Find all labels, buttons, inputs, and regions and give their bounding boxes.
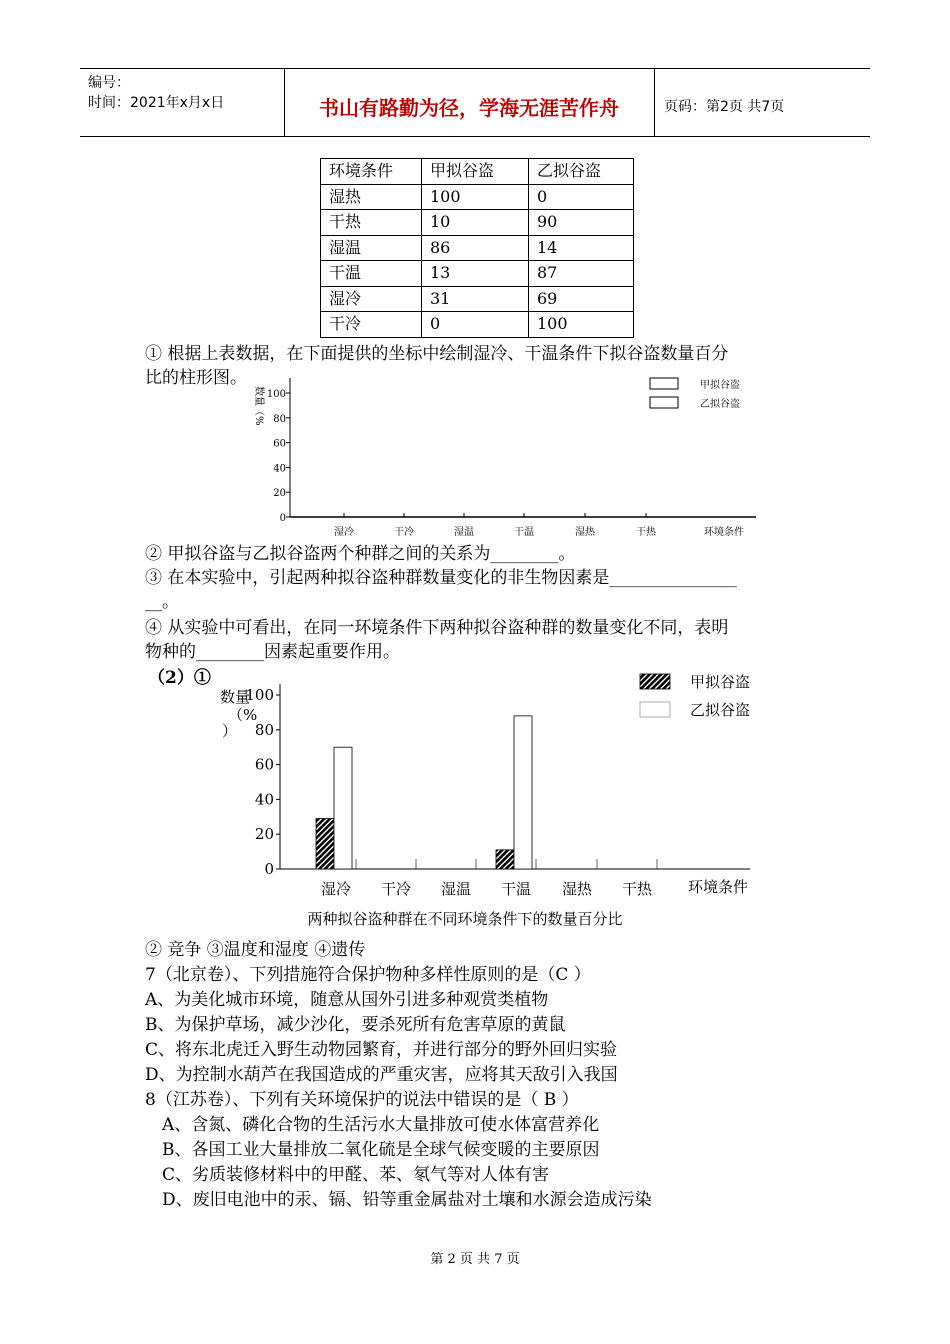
chart1-legend-label: 甲拟谷盗 <box>700 380 740 391</box>
chart1-xtick-label: 湿冷 <box>334 527 354 538</box>
chart1-ylabel: 数量（% <box>253 386 264 426</box>
chart1-xtick-label: 干温 <box>514 527 534 538</box>
environment-table <box>320 158 634 338</box>
chart2-ytick-label: 100 <box>245 686 274 704</box>
question-8-option-d: D、废旧电池中的汞、镉、铅等重金属盐对土壤和水源会造成污染 <box>162 1190 652 1210</box>
chart1-xtick-label: 湿温 <box>454 527 474 538</box>
question-4-line-1: ④ 从实验中可看出，在同一环境条件下两种拟谷盗种群的数量变化不同，表明 <box>145 618 729 638</box>
table-row <box>321 210 634 236</box>
chart1-ytick-label: 60 <box>273 438 286 450</box>
answer-bar-chart <box>200 664 780 936</box>
chart2-ylabel-part2: （% <box>228 706 258 724</box>
bar-jia <box>496 850 514 869</box>
chart2-legend-label: 甲拟谷盗 <box>690 673 751 691</box>
table-header-cell: 乙拟谷盗 <box>529 159 634 185</box>
table-cell: 湿冷 <box>321 286 422 312</box>
blank-bar-chart <box>240 372 770 544</box>
chart1-xlabel: 环境条件 <box>704 527 744 538</box>
table-cell: 干冷 <box>321 312 422 338</box>
table-row <box>321 235 634 261</box>
table-cell: 0 <box>422 312 529 338</box>
chart2-ytick-label: 80 <box>254 720 274 739</box>
chart2-ytick-label: 20 <box>254 825 274 844</box>
table-cell: 10 <box>422 210 529 236</box>
header-divider-right <box>654 68 655 136</box>
chart2-legend-swatch <box>640 674 670 689</box>
bar-jia <box>316 819 334 869</box>
header-page-label: 页码：第2页 共7页 <box>664 99 785 115</box>
chart2-ylabel-part3: ） <box>222 722 238 740</box>
question-3-line-1: ③ 在本实验中，引起两种拟谷盗种群数量变化的非生物因素是_______________ <box>145 568 737 588</box>
answer-label: （2）① <box>148 668 211 688</box>
chart2-ytick-label: 60 <box>254 755 274 774</box>
chart2-ylabel-part1: 数量 <box>220 688 251 706</box>
question-1-line-1: ① 根据上表数据，在下面提供的坐标中绘制湿冷、干温条件下拟谷盗数量百分 <box>145 344 729 364</box>
table-row <box>321 286 634 312</box>
question-8-stem: 8（江苏卷）、下列有关环境保护的说法中错误的是（ B ） <box>145 1090 579 1110</box>
table-cell: 干热 <box>321 210 422 236</box>
table-cell: 干温 <box>321 261 422 287</box>
question-8-option-b: B、各国工业大量排放二氧化硫是全球气候变暖的主要原因 <box>162 1140 600 1160</box>
question-7-option-b: B、为保护草场，减少沙化，要杀死所有危害草原的黄鼠 <box>145 1015 566 1035</box>
table-cell: 湿热 <box>321 184 422 210</box>
table-cell: 湿温 <box>321 235 422 261</box>
table-row <box>321 261 634 287</box>
chart1-xtick-label: 干冷 <box>394 527 414 538</box>
chart2-title: 两种拟谷盗种群在不同环境条件下的数量百分比 <box>307 910 623 928</box>
chart2-xtick-label: 湿冷 <box>320 880 352 898</box>
chart2-xtick-label: 干温 <box>500 880 532 898</box>
table-row <box>321 184 634 210</box>
chart2-ytick-label: 0 <box>264 860 274 878</box>
table-cell: 13 <box>422 261 529 287</box>
chart2-legend-label: 乙拟谷盗 <box>690 701 751 719</box>
chart2-xlabel: 环境条件 <box>687 878 749 896</box>
question-8-option-c: C、劣质装修材料中的甲醛、苯、氡气等对人体有害 <box>162 1165 550 1185</box>
bar-yi <box>334 747 352 869</box>
chart1-xtick-label: 干热 <box>636 527 656 538</box>
table-cell: 100 <box>529 312 634 338</box>
chart2-xtick-label: 湿温 <box>440 880 472 898</box>
answers-2-3-4: ② 竞争 ③温度和湿度 ④遗传 <box>145 940 366 960</box>
question-1-line-2: 比的柱形图。 <box>145 368 247 388</box>
chart2-xtick-label: 干冷 <box>380 880 412 898</box>
table-header-cell: 环境条件 <box>321 159 422 185</box>
chart1-ytick-label: 20 <box>273 488 286 500</box>
question-7-stem: 7（北京卷）、下列措施符合保护物种多样性原则的是（C ） <box>145 965 591 985</box>
chart1-ytick-label: 80 <box>273 413 286 425</box>
table-cell: 100 <box>422 184 529 210</box>
chart1-ytick-label: 0 <box>279 513 286 524</box>
table-cell: 87 <box>529 261 634 287</box>
question-7-option-d: D、为控制水葫芦在我国造成的严重灾害，应将其天敌引入我国 <box>145 1065 618 1085</box>
chart2-ytick-label: 40 <box>254 790 274 809</box>
chart1-legend-swatch <box>650 397 678 408</box>
chart1-ytick-label: 100 <box>266 389 286 400</box>
question-3-line-2: __。 <box>145 592 179 612</box>
header-bottom-rule <box>80 136 870 137</box>
question-4-line-2: 物种的________因素起重要作用。 <box>145 642 400 662</box>
table-cell: 69 <box>529 286 634 312</box>
table-header-row <box>321 159 634 185</box>
table-cell: 14 <box>529 235 634 261</box>
chart1-ytick-label: 40 <box>273 463 286 475</box>
table-cell: 31 <box>422 286 529 312</box>
chart2-xtick-label: 湿热 <box>561 880 593 898</box>
page-footer: 第 2 页 共 7 页 <box>430 1252 520 1267</box>
table-cell: 0 <box>529 184 634 210</box>
question-7-option-a: A、为美化城市环境，随意从国外引进多种观赏类植物 <box>145 990 549 1010</box>
chart1-xtick-label: 湿热 <box>575 527 595 538</box>
bar-yi <box>514 716 532 869</box>
chart2-legend-swatch <box>640 702 670 717</box>
table-row <box>321 312 634 338</box>
question-7-option-c: C、将东北虎迁入野生动物园繁育，并进行部分的野外回归实验 <box>145 1040 618 1060</box>
header-top-rule <box>80 68 870 69</box>
header-number-label: 编号： <box>88 75 130 91</box>
table-cell: 86 <box>422 235 529 261</box>
chart1-legend-swatch <box>650 378 678 389</box>
table-cell: 90 <box>529 210 634 236</box>
question-2: ② 甲拟谷盗与乙拟谷盗两个种群之间的关系为________。 <box>145 544 576 564</box>
question-8-option-a: A、含氮、磷化合物的生活污水大量排放可使水体富营养化 <box>162 1115 600 1135</box>
chart1-legend-label: 乙拟谷盗 <box>700 399 740 410</box>
table-header-cell: 甲拟谷盗 <box>422 159 529 185</box>
header-motto: 书山有路勤为径，学海无涯苦作舟 <box>319 96 619 120</box>
chart2-xtick-label: 干热 <box>621 880 653 898</box>
header-time-label: 时间：2021年x月x日 <box>88 95 225 111</box>
